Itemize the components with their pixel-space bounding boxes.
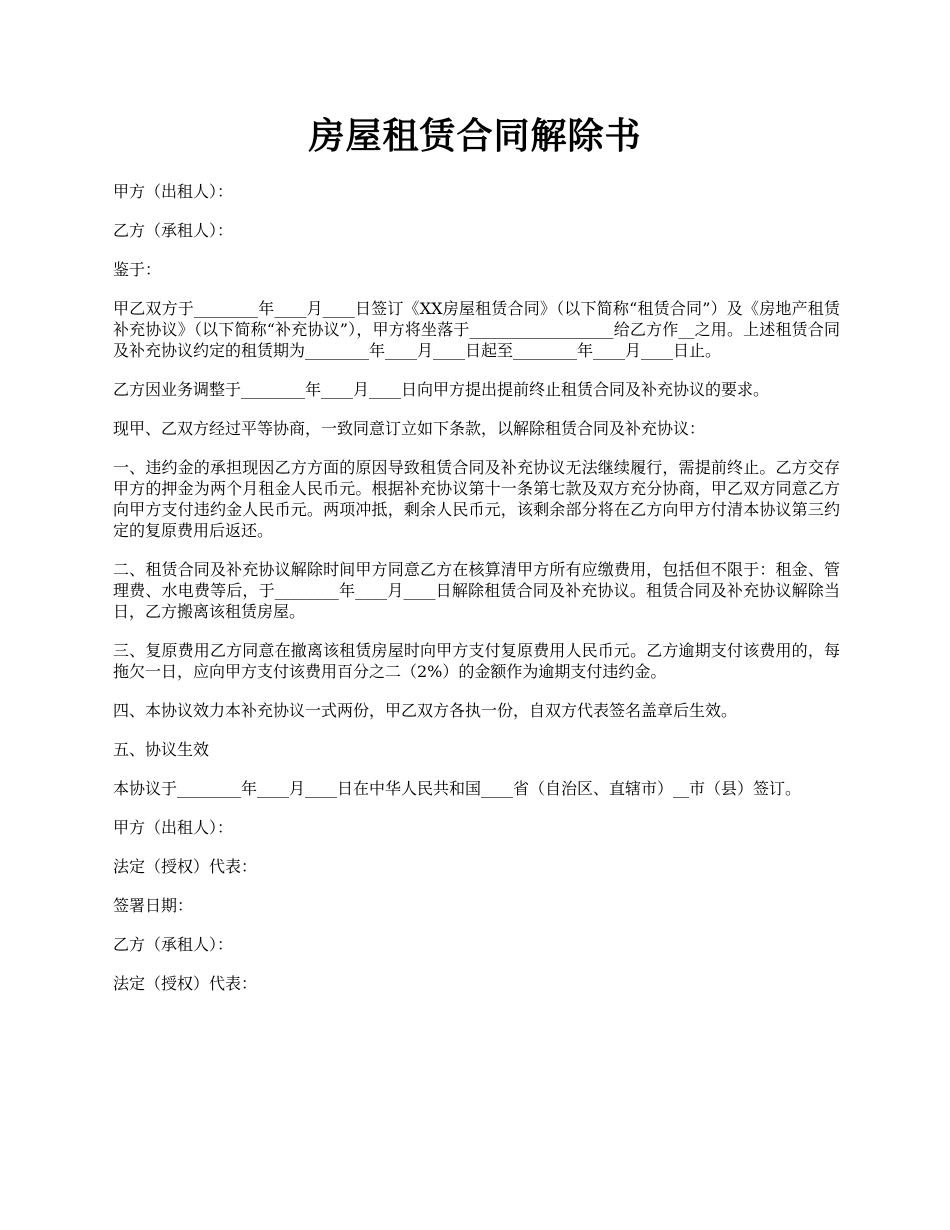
clause-3-restoration-fee: 三、复原费用乙方同意在撤离该租赁房屋时向甲方支付复原费用人民币元。乙方逾期支付该费用的，每拖欠一日，应向甲方支付该费用百分之二（2%）的金额作为逾期支付违约金。 bbox=[113, 641, 840, 681]
clause-5-heading: 五、协议生效 bbox=[113, 740, 210, 759]
signature-party-a: 甲方（出租人）： bbox=[113, 818, 234, 837]
party-b-line: 乙方（承租人）： bbox=[113, 221, 234, 240]
termination-request-paragraph: 乙方因业务调整于________年____月____日向甲方提出提前终止租赁合同及补充协议的要求。 bbox=[113, 380, 770, 399]
signature-date: 签署日期： bbox=[113, 896, 194, 915]
signing-place-paragraph: 本协议于________年____月____日在中华人民共和国____省（自治区、直辖市）__市（县）签订。 bbox=[113, 779, 802, 798]
signature-party-a-representative: 法定（授权）代表： bbox=[113, 857, 258, 876]
whereas-heading: 鉴于： bbox=[113, 260, 162, 279]
clause-4-effectiveness: 四、本协议效力本补充协议一式两份，甲乙双方各执一份，自双方代表签名盖章后生效。 bbox=[113, 701, 738, 720]
signature-party-b: 乙方（承租人）： bbox=[113, 935, 234, 954]
party-a-line: 甲方（出租人）： bbox=[113, 182, 234, 201]
document-body bbox=[113, 181, 840, 1012]
clause-1-penalty: 一、违约金的承担现因乙方方面的原因导致租赁合同及补充协议无法继续履行，需提前终止。乙方交存甲方的押金为两个月租金人民币元。根据补充协议第十一条第七款及双方充分协商，甲乙双方同意乙方向甲方支付违约金人民币元。两项冲抵，剩余人民币元，该剩余部分将在乙方向甲方付清本协议第三约定的复原费用后返还。 bbox=[113, 458, 840, 540]
clause-2-termination-date: 二、租赁合同及补充协议解除时间甲方同意乙方在核算清甲方所有应缴费用，包括但不限于：租金、管理费、水电费等后，于________年____月____日解除租赁合同及补充协议。租赁合同及补充协议解除当日，乙方搬离该租赁房屋。 bbox=[113, 560, 840, 621]
signature-party-b-representative: 法定（授权）代表： bbox=[113, 974, 258, 993]
background-paragraph: 甲乙双方于________年____月____日签订《XX房屋租赁合同》（以下简称“租赁合同”）及《房地产租赁补充协议》（以下简称“补充协议”），甲方将坐落于__________________给乙方作__之用。上述租赁合同及补充协议约定的租赁期为________年____月____日起至________年____月____日止。 bbox=[113, 299, 840, 360]
document-title: 房屋租赁合同解除书 bbox=[308, 115, 642, 157]
agreement-intro-paragraph: 现甲、乙双方经过平等协商，一致同意订立如下条款，以解除租赁合同及补充协议： bbox=[113, 419, 706, 438]
